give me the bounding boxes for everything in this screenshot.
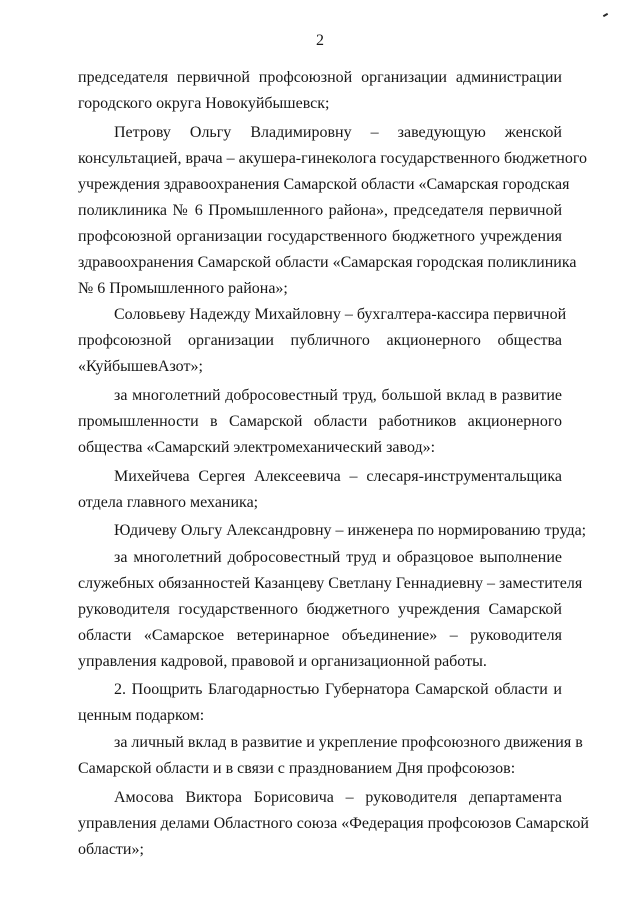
text-line: управления кадровой, правовой и организационной работы. (78, 653, 487, 670)
text-line: за многолетний добросовестный труд, большой вклад в развитие (114, 387, 562, 404)
text-line: консультацией, врача – акушера-гинеколога государственного бюджетного (78, 150, 588, 167)
text-line: области «Самарское ветеринарное объединение» – руководителя (78, 627, 562, 644)
text-line: 2. Поощрить Благодарностью Губернатора Самарской области и (114, 681, 562, 698)
text-line: здравоохранения Самарской области «Самарская городская поликлиника (78, 254, 577, 271)
text-line: отдела главного механика; (78, 494, 259, 511)
text-line: за многолетний добросовестный труд и образцовое выполнение (114, 549, 562, 566)
text-line: «КуйбышевАзот»; (78, 358, 203, 375)
text-line: Соловьеву Надежду Михайловну – бухгалтера-кассира первичной (114, 306, 567, 323)
text-line: Амосова Виктора Борисовича – руководителя департамента (114, 789, 562, 806)
text-line: Петрову Ольгу Владимировну – заведующую женской (114, 124, 562, 141)
text-line: Юдичеву Ольгу Александровну – инженера по нормированию труда; (114, 522, 587, 539)
text-line: общества «Самарский электромеханический завод»: (78, 439, 436, 456)
text-line: области»; (78, 841, 144, 858)
text-line: профсоюзной организации государственного бюджетного учреждения (78, 228, 562, 245)
text-line: руководителя государственного бюджетного учреждения Самарской (78, 601, 562, 618)
text-line: председателя первичной профсоюзной организации администрации (78, 69, 562, 86)
text-line: № 6 Промышленного района»; (78, 280, 288, 297)
text-line: городского округа Новокуйбышевск; (78, 95, 330, 112)
text-line: Самарской области и в связи с празднованием Дня профсоюзов: (78, 760, 516, 777)
text-line: за личный вклад в развитие и укрепление профсоюзного движения в (114, 734, 583, 751)
text-line: промышленности в Самарской области работников акционерного (78, 413, 562, 430)
text-line: служебных обязанностей Казанцеву Светлану Геннадиевну – заместителя (78, 575, 583, 592)
text-line: профсоюзной организации публичного акционерного общества (78, 332, 562, 349)
page-number: 2 (316, 32, 324, 49)
text-line: учреждения здравоохранения Самарской области «Самарская городская (78, 176, 570, 193)
text-line: Михейчева Сергея Алексеевича – слесаря-инструментальщика (114, 468, 562, 485)
scan-mark (603, 13, 608, 17)
text-line: управления делами Областного союза «Федерация профсоюзов Самарской (78, 815, 589, 832)
text-line: поликлиника № 6 Промышленного района», председателя первичной (78, 202, 562, 219)
text-line: ценным подарком: (78, 707, 205, 724)
